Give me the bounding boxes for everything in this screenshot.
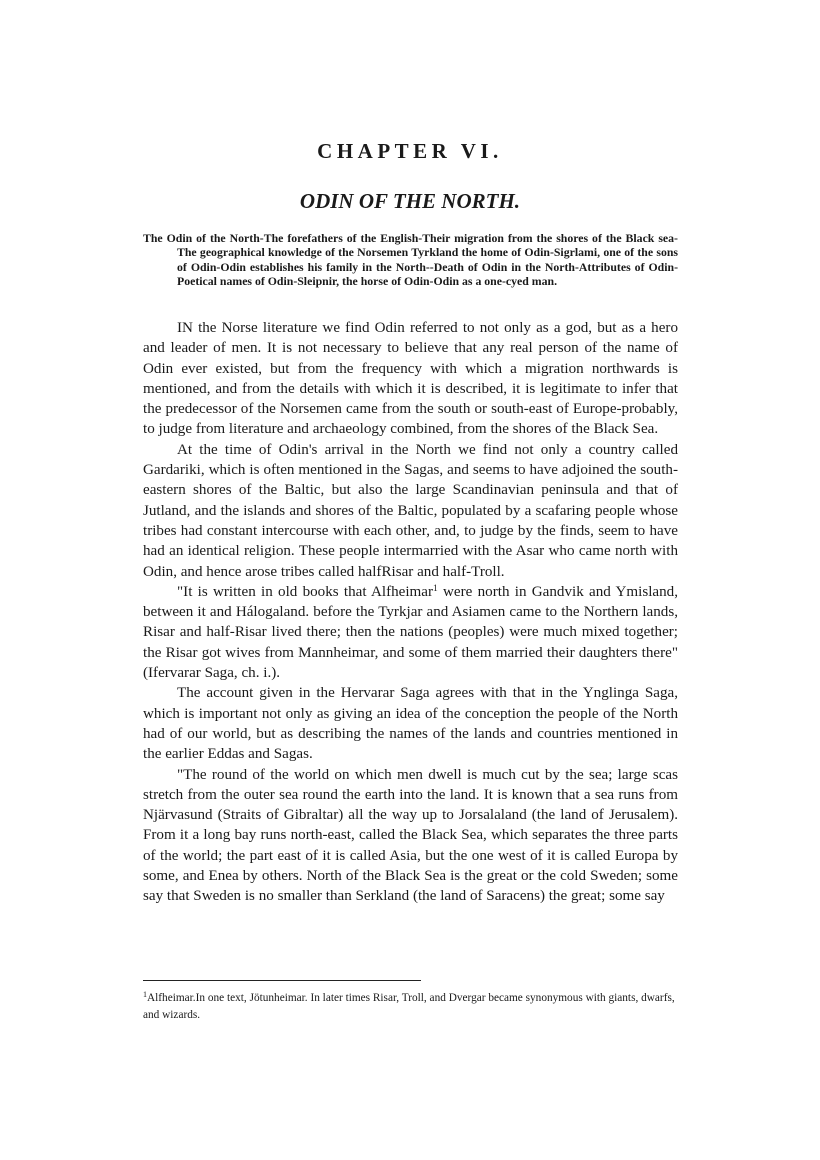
- body-text: [143, 318, 678, 907]
- paragraph-3-end: were north in Gandvik and Ymisland, between it and Hálogaland. before the Tyrkjar and Asiamen came to the Northern lands, Risar and half-Risar lived there; then the nations (peoples) were much mixed together; the Risar got wives from Mannheimar, and some of them married their daughters there" (Ifervarar Saga, ch. i.).: [143, 583, 678, 682]
- chapter-title: ODIN OF THE NORTH.: [299, 189, 521, 213]
- chapter-heading: CHAPTER VI.: [317, 139, 503, 163]
- footnote-text: Alfheimar.In one text, Jötunheimar. In later times Risar, Troll, and Dvergar became synonymous with giants, dwarfs, and wizards.: [143, 992, 675, 1021]
- paragraph-4: The account given in the Hervarar Saga agrees with that in the Ynglinga Saga, which is important not only as giving an idea of the conception the people of the North had of our world, but as describing the names of the lands and countries mentioned in the earlier Eddas and Sagas.: [143, 685, 678, 763]
- paragraph-3: [143, 582, 678, 683]
- footnote-divider: [143, 980, 421, 981]
- footnote-mark: 1: [143, 990, 147, 999]
- paragraph-5: "The round of the world on which men dwell is much cut by the sea; large scas stretch from the outer sea round the earth into the land. It is known that a sea runs from Njärvasund (Straits of Gibraltar) all the way up to Jorsalaland (the land of Jerusalem). From it a long bay runs north-east, called the Black Sea, which separates the three parts of the world; the part east of it is called Asia, but the one west of it is called Europa by some, and Enea by others. North of the Black Sea is the great or the cold Sweden; some say that Sweden is no smaller than Serkland (the land of Saracens) the great; some say: [143, 766, 678, 905]
- paragraph-2: At the time of Odin's arrival in the North we find not only a country called Gardariki, which is often mentioned in the Sagas, and seems to have adjoined the south-eastern shores of the Baltic, but also the large Scandinavian peninsula and that of Jutland, and the islands and shores of the Baltic, populated by a scafaring people whose tribes had constant intercourse with each other, and, to judge by the finds, seem to have had an identical religion. These people intermarried with the Asar who came north with Odin, and hence arose tribes called halfRisar and half-Troll.: [143, 441, 678, 580]
- footnote: [143, 990, 678, 1024]
- chapter-synopsis: The Odin of the North-The forefathers of the English-Their migration from the shores of the Black sea-The geographical knowledge of the Norsemen Tyrkland the home of Odin-Sigrlami, one of the sons of Odin-Odin establishes his family in the North--Death of Odin in the North-Attributes of Odin-Poetical names of Odin-Sleipnir, the horse of Odin-Odin as a one-cyed man.: [143, 231, 678, 289]
- paragraph-1: IN the Norse literature we find Odin referred to not only as a god, but as a hero and leader of men. It is not necessary to believe that any real person of the name of Odin ever existed, but from the frequency with which a migration northwards is mentioned, and from the details with which it is described, it is legitimate to infer that the predecessor of the Norsemen came from the south or south-east of Europe-probably, to judge from literature and archaeology combined, from the shores of the Black Sea.: [143, 320, 678, 438]
- paragraph-3-start: "It is written in old books that Alfheimar: [177, 583, 434, 600]
- footnote-reference: 1: [433, 583, 438, 594]
